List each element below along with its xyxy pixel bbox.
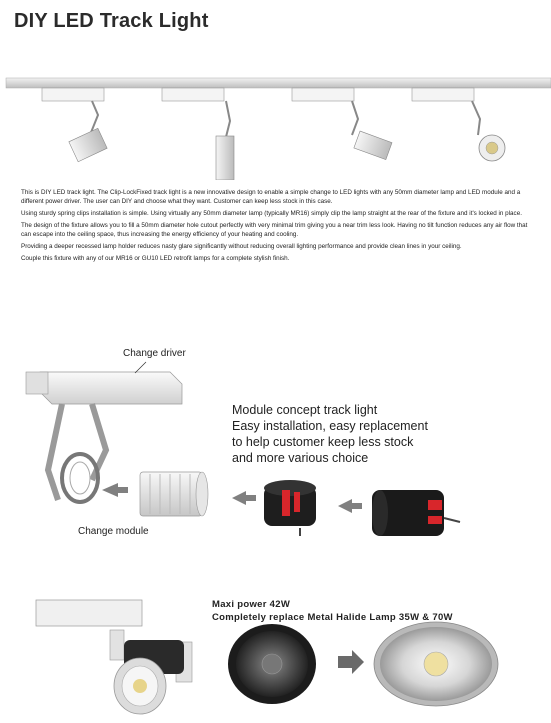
fixture-3 bbox=[292, 88, 392, 160]
description-block bbox=[21, 189, 531, 267]
page-title: DIY LED Track Light bbox=[14, 10, 209, 32]
arrow-icon bbox=[338, 499, 362, 513]
track-fixture-product bbox=[36, 600, 192, 714]
power-line-1: Maxi power 42W bbox=[212, 599, 291, 610]
concept-line: Module concept track light bbox=[232, 403, 378, 417]
led-reflector bbox=[374, 622, 498, 706]
fixture-1 bbox=[42, 88, 107, 162]
description-paragraph: Couple this fixture with any of our MR16 or GU10 LED retrofit lamps for a complete stylish finish. bbox=[21, 254, 290, 262]
arrow-icon bbox=[338, 650, 364, 674]
power-line-2: Completely replace Metal Halide Lamp 35W & 70W bbox=[212, 612, 453, 623]
description-paragraph: Using sturdy spring clips installation is simple. Using virtually any 50mm diameter lamp (typically MR16) simply clip the lamp straight at the rear of the fixture and it's locked in place. bbox=[21, 209, 522, 217]
description-paragraph: The design of the fixture allows you to fill a 50mm diameter hole cutout perfectly with very minimal trim giving you a near trim less look. Having no tilt function reduces any air flow that can escape into the ceiling space, thus increasing the energy efficiency of your heating and cooling. bbox=[21, 221, 528, 238]
power-text bbox=[212, 598, 453, 624]
track-light-hero-image bbox=[0, 72, 551, 180]
led-module-black-large bbox=[372, 490, 460, 536]
change-driver-label: Change driver bbox=[123, 348, 186, 359]
driver-box bbox=[40, 372, 182, 404]
concept-text bbox=[232, 402, 428, 466]
change-module-label: Change module bbox=[78, 526, 149, 537]
led-module-black bbox=[264, 480, 316, 536]
arrow-icon bbox=[232, 491, 256, 505]
metal-halide-lamp bbox=[228, 624, 316, 704]
description-paragraph: This is DIY LED track light. The Clip-LockFixed track light is a new innovative design to enable a simple change to LED lights with any 50mm diameter lamp and LED module and a different power driver. The user can DIY and choose what they want. Customer can keep less stock in this case. bbox=[21, 189, 521, 205]
concept-line: to help customer keep less stock bbox=[232, 435, 414, 449]
fixture-4 bbox=[412, 88, 505, 161]
fixture-2 bbox=[162, 88, 234, 180]
concept-line: and more various choice bbox=[232, 451, 369, 465]
track-rail bbox=[6, 78, 551, 88]
arrow-icon bbox=[102, 483, 128, 497]
concept-line: Easy installation, easy replacement bbox=[232, 419, 428, 433]
led-module-finned bbox=[140, 472, 208, 516]
description-paragraph: Providing a deeper recessed lamp holder reduces nasty glare significantly without reducing overall lighting performance and provide clean lines in your ceiling. bbox=[21, 242, 462, 250]
